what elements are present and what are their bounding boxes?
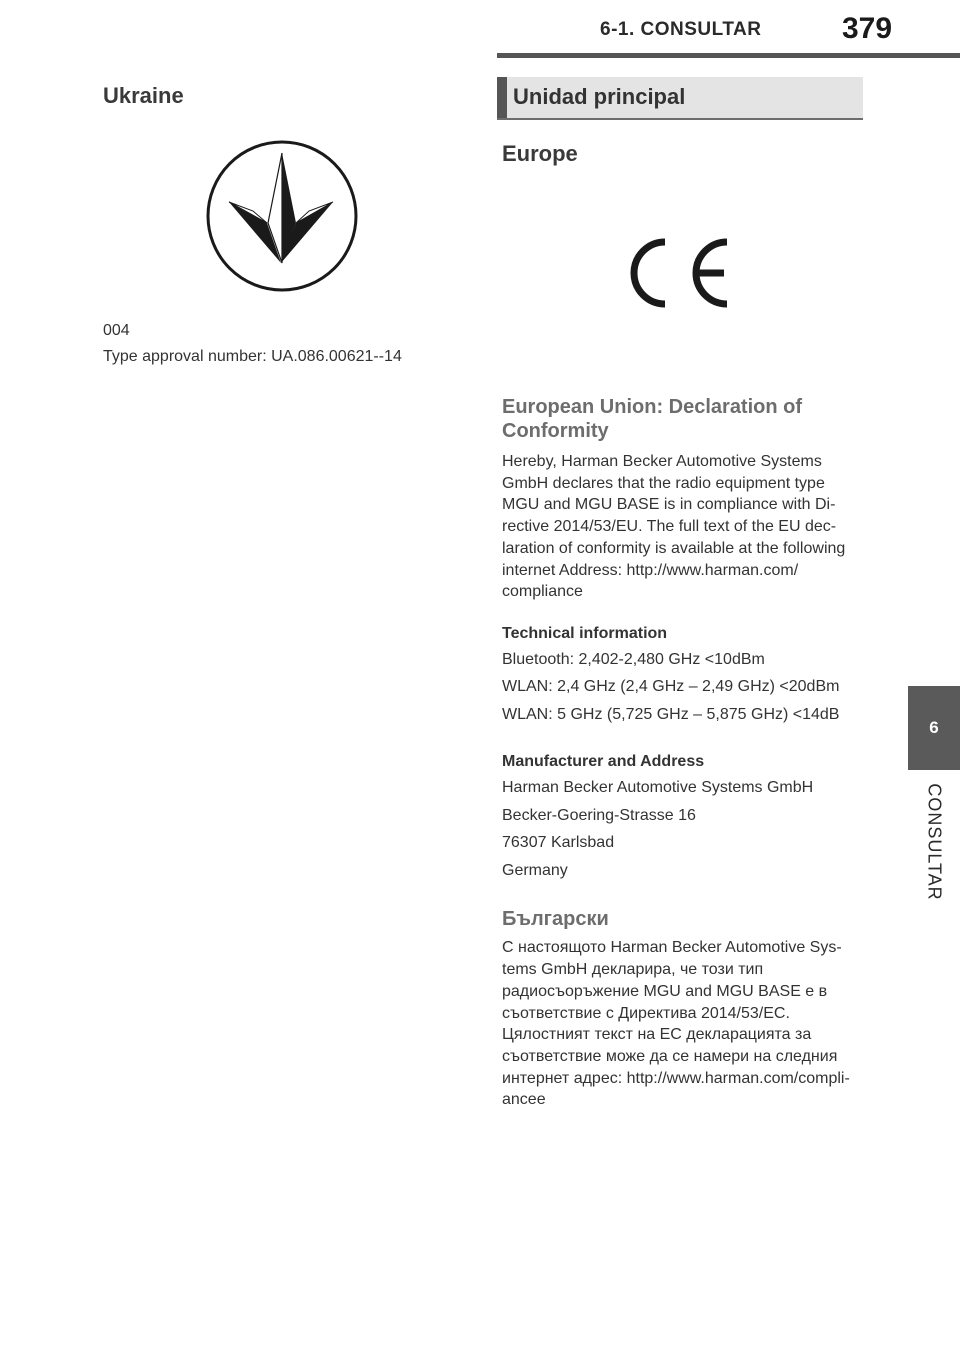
ukraine-conformity-mark-icon: [205, 139, 359, 293]
ukraine-heading: Ukraine: [103, 83, 184, 108]
paragraph-line: compliance: [502, 583, 583, 601]
section-bar-accent: [497, 77, 507, 118]
tech-line: WLAN: 5 GHz (5,725 GHz – 5,875 GHz) <14dB: [502, 705, 840, 723]
declaration-heading-line: Conformity: [502, 420, 609, 442]
paragraph-line: laration of conformity is available at the following: [502, 539, 846, 557]
paragraph-line: MGU and MGU BASE is in compliance with Di-: [502, 496, 836, 514]
address-line: 76307 Karlsbad: [502, 834, 615, 852]
bulgarian-paragraph: [502, 937, 862, 1111]
ukraine-code: 004: [103, 322, 130, 339]
paragraph-line: rective 2014/53/EU. The full text of the EU dec-: [502, 518, 837, 536]
declaration-heading: [502, 395, 862, 443]
paragraph-line: internet Address: http://www.harman.com/: [502, 561, 799, 579]
paragraph-line: С настоящото Harman Becker Automotive Sys-: [502, 939, 842, 957]
paragraph-line: съответствие с Директива 2014/53/ЕС.: [502, 1004, 790, 1022]
right-column-content: [502, 395, 862, 1111]
manufacturer-heading: Manufacturer and Address: [502, 753, 705, 771]
paragraph-line: радиосъоръжение MGU and MGU BASE е в: [502, 982, 828, 1000]
tech-line: WLAN: 2,4 GHz (2,4 GHz – 2,49 GHz) <20dBm: [502, 678, 840, 696]
europe-heading: Europe: [502, 141, 578, 166]
bulgarian-heading: Български: [502, 908, 609, 931]
section-heading-bar: [497, 77, 863, 120]
address-line: Harman Becker Automotive Systems GmbH: [502, 779, 814, 797]
address-line: Germany: [502, 861, 568, 879]
chapter-tab-number: 6: [929, 718, 939, 737]
declaration-heading-line: European Union: Declaration of: [502, 396, 803, 418]
tech-line: Bluetooth: 2,402-2,480 GHz <10dBm: [502, 650, 765, 668]
declaration-paragraph: [502, 451, 862, 603]
paragraph-line: ancee: [502, 1091, 546, 1109]
running-header-title: 6-1. CONSULTAR: [600, 19, 762, 40]
paragraph-line: Цялостният текст на ЕС декларацията за: [502, 1026, 812, 1044]
paragraph-line: Hereby, Harman Becker Automotive Systems: [502, 453, 822, 470]
paragraph-line: съответствие може да се намери на следния: [502, 1047, 838, 1065]
chapter-tab-label: CONSULTAR: [924, 783, 945, 901]
page-number: 379: [842, 12, 893, 45]
section-heading-text: Unidad principal: [513, 84, 686, 109]
ce-mark-icon: [624, 234, 732, 312]
paragraph-line: GmbH declares that the radio equipment type: [502, 474, 825, 492]
chapter-tab: [908, 686, 960, 770]
technical-info-heading: Technical information: [502, 624, 668, 642]
header-rule: [497, 53, 960, 58]
ukraine-approval-number: Type approval number: UA.086.00621--14: [103, 348, 402, 365]
paragraph-line: tems GmbH декларира, че този тип: [502, 961, 764, 979]
paragraph-line: интернет адрес: http://www.harman.com/compli-: [502, 1069, 850, 1087]
address-line: Becker-Goering-Strasse 16: [502, 806, 696, 824]
